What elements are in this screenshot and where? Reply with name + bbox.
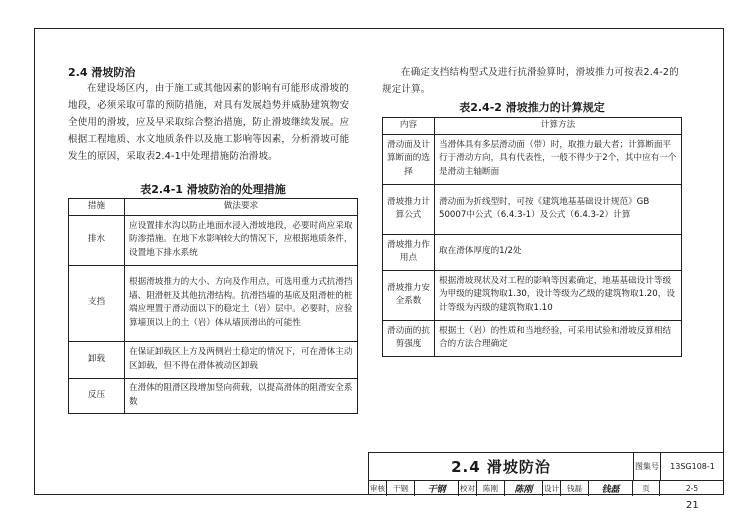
table-header-row	[69, 199, 358, 216]
section-heading: 2.4 滑坡防治	[68, 66, 136, 79]
page-number: 21	[686, 500, 699, 511]
requirement-cell: 应设置排水沟以防止地面水浸入滑坡地段，必要时尚应采取防渗措施。在地下水影响较大的情况下，应根据地质条件，设置地下排水系统	[125, 215, 358, 265]
table-row	[69, 378, 358, 413]
table-row	[383, 270, 682, 320]
review-signature: 干钢	[415, 481, 459, 496]
table-2-4-1-caption: 表2.4-1 滑坡防治的处理措施	[140, 183, 286, 196]
table-header-cell: 内容	[383, 118, 435, 135]
content-cell: 滑动面的抗剪强度	[383, 320, 435, 356]
page-value: 2-5	[685, 484, 699, 493]
check-label: 校对	[459, 481, 477, 496]
check-name: 陈刚	[477, 481, 505, 496]
method-cell: 根据滑坡现状及对工程的影响等因素确定，地基基础设计等级为甲级的建筑物取1.30，设计等级为乙级的建筑物取1.20，设计等级为丙级的建筑物取1.10	[435, 270, 682, 320]
method-cell: 滑动面为折线型时，可按《建筑地基基础设计规范》GB 50007中公式（6.4.3-1）及公式（6.4.3-2）计算	[435, 184, 682, 234]
table-2-4-1	[68, 198, 358, 414]
check-signature: 陈刚	[505, 481, 543, 496]
requirement-cell: 在滑体的阻滑区段增加竖向荷载，以提高滑体的阻滑安全系数	[125, 378, 358, 413]
design-label: 设计	[543, 481, 561, 496]
table-header-cell: 做法要求	[125, 199, 358, 216]
intro-paragraph: 在建设场区内，由于施工或其他因素的影响有可能形成滑坡的地段，必须采取可靠的预防措施，对具有发展趋势并威胁建筑物安全使用的滑坡，应及早采取综合整治措施，防止滑坡继续发展。应根据工程地质、水文地质条件以及施工影响等因素，分析滑坡可能发生的原因，采取表2.4-1中处理措施防治滑坡。	[68, 83, 350, 162]
method-cell: 当滑体具有多层滑动面（带）时，取推力最大者；计算断面平行于滑动方向，具有代表性，一般不得少于2个，其中应有一个是滑动主轴断面	[435, 134, 682, 184]
requirement-cell: 在保证卸载区上方及两侧岩土稳定的情况下，可在滑体主动区卸载，但不得在滑体被动区卸载	[125, 341, 358, 378]
content-cell: 滑动面及计算断面的选择	[383, 134, 435, 184]
design-name: 钱磊	[561, 481, 589, 496]
measure-cell: 反压	[69, 378, 125, 413]
method-cell: 取在滑体厚度的1/2处	[435, 234, 682, 270]
content-cell: 滑坡推力计算公式	[383, 184, 435, 234]
atlas-number: 13SG108-1	[670, 462, 715, 471]
table-2-4-2	[382, 117, 682, 357]
review-name: 干钢	[387, 481, 415, 496]
method-cell: 根据土（岩）的性质和当地经验，可采用试验和滑坡反算相结合的方法合理确定	[435, 320, 682, 356]
requirement-cell: 根据滑坡推力的大小、方向及作用点，可选用重力式抗滑挡墙、阻滑桩及其他抗滑结构。抗滑挡墙的基底及阻滑桩的桩端应埋置于滑动面以下的稳定土（岩）层中。必要时，应验算墙顶以上的土（岩）体从墙顶滑出的可能性	[125, 265, 358, 341]
title-block	[368, 452, 724, 495]
atlas-label: 图集号	[634, 453, 661, 480]
table-row	[69, 265, 358, 341]
content-cell: 滑坡推力安全系数	[383, 270, 435, 320]
table-row	[383, 234, 682, 270]
table-header-cell: 措施	[69, 199, 125, 216]
table-row	[383, 184, 682, 234]
page-label: 页	[633, 481, 660, 496]
design-signature: 钱磊	[589, 481, 633, 496]
table-row	[383, 320, 682, 356]
table-row	[69, 215, 358, 265]
table-header-cell: 计算方法	[435, 118, 682, 135]
measure-cell: 卸载	[69, 341, 125, 378]
content-cell: 滑坡推力作用点	[383, 234, 435, 270]
review-label: 审核	[369, 481, 387, 496]
table-row	[69, 341, 358, 378]
table-header-row	[383, 118, 682, 135]
table-2-4-2-caption: 表2.4-2 滑坡推力的计算规定	[459, 101, 605, 114]
drawing-title: 2.4 滑坡防治	[369, 453, 634, 480]
measure-cell: 支挡	[69, 265, 125, 341]
right-paragraph: 在确定支挡结构型式及进行抗滑验算时，滑坡推力可按表2.4-2的规定计算。	[382, 67, 679, 95]
measure-cell: 排水	[69, 215, 125, 265]
table-row	[383, 134, 682, 184]
